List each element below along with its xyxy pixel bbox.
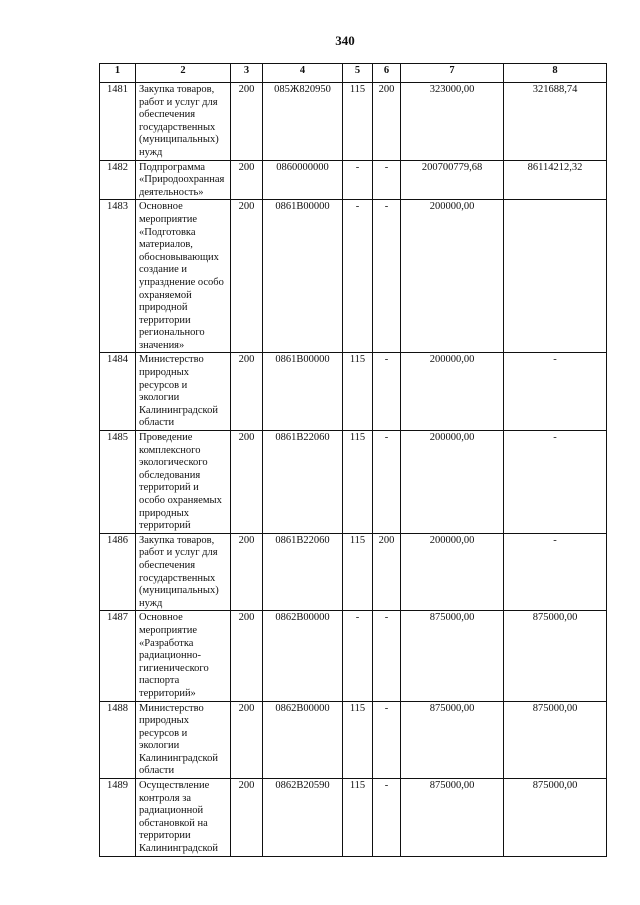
cell-col6: - [373, 701, 401, 779]
cell-col5: 115 [343, 431, 373, 534]
amount-planned: 875000,00 [401, 611, 504, 701]
table-row [100, 83, 607, 161]
cell-col5: 115 [343, 701, 373, 779]
row-number: 1484 [100, 353, 136, 431]
amount-executed: 321688,74 [504, 83, 607, 161]
budget-code: 0861В22060 [263, 431, 343, 534]
budget-code: 0860000000 [263, 160, 343, 200]
amount-planned: 200000,00 [401, 353, 504, 431]
amount-executed: - [504, 533, 607, 611]
column-header: 3 [231, 64, 263, 83]
cell-col3: 200 [231, 83, 263, 161]
cell-col3: 200 [231, 779, 263, 857]
cell-col6: - [373, 431, 401, 534]
table-row [100, 431, 607, 534]
budget-code: 0862В00000 [263, 611, 343, 701]
column-header: 4 [263, 64, 343, 83]
amount-executed: 875000,00 [504, 701, 607, 779]
column-header: 6 [373, 64, 401, 83]
cell-col3: 200 [231, 431, 263, 534]
column-header: 2 [136, 64, 231, 83]
table-row [100, 701, 607, 779]
item-name: Министерство природных ресурсов и экологии Калининградской области [136, 701, 231, 779]
table-row [100, 779, 607, 857]
cell-col5: - [343, 611, 373, 701]
table-row [100, 353, 607, 431]
table-row [100, 160, 607, 200]
cell-col5: 115 [343, 83, 373, 161]
column-header: 5 [343, 64, 373, 83]
row-number: 1489 [100, 779, 136, 857]
budget-code: 085Ж820950 [263, 83, 343, 161]
cell-col6: - [373, 200, 401, 353]
cell-col3: 200 [231, 200, 263, 353]
cell-col6: 200 [373, 83, 401, 161]
amount-executed [504, 200, 607, 353]
amount-executed: - [504, 353, 607, 431]
row-number: 1487 [100, 611, 136, 701]
item-name: Подпрограмма «Природоохранная деятельность» [136, 160, 231, 200]
table-row [100, 611, 607, 701]
cell-col3: 200 [231, 701, 263, 779]
row-number: 1482 [100, 160, 136, 200]
row-number: 1488 [100, 701, 136, 779]
budget-table [99, 63, 607, 857]
amount-executed: - [504, 431, 607, 534]
amount-planned: 200000,00 [401, 431, 504, 534]
budget-code: 0861В00000 [263, 200, 343, 353]
table-row [100, 533, 607, 611]
budget-code: 0862В00000 [263, 701, 343, 779]
cell-col3: 200 [231, 611, 263, 701]
cell-col3: 200 [231, 160, 263, 200]
budget-code: 0862В20590 [263, 779, 343, 857]
header-row [100, 64, 607, 83]
cell-col5: - [343, 200, 373, 353]
amount-planned: 323000,00 [401, 83, 504, 161]
cell-col6: - [373, 611, 401, 701]
cell-col6: - [373, 779, 401, 857]
cell-col5: - [343, 160, 373, 200]
row-number: 1485 [100, 431, 136, 534]
row-number: 1483 [100, 200, 136, 353]
amount-executed: 875000,00 [504, 611, 607, 701]
item-name: Закупка товаров, работ и услуг для обеспечения государственных (муниципальных) нужд [136, 83, 231, 161]
amount-executed: 875000,00 [504, 779, 607, 857]
cell-col6: 200 [373, 533, 401, 611]
item-name: Осуществление контроля за радиационной обстановкой на территории Калининградской [136, 779, 231, 857]
item-name: Основное мероприятие «Разработка радиационно-гигиенического паспорта территорий» [136, 611, 231, 701]
budget-code: 0861В22060 [263, 533, 343, 611]
item-name: Основное мероприятие «Подготовка материалов, обосновывающих создание и упразднение особо охраняемой природной территории регионального значения» [136, 200, 231, 353]
table-row [100, 200, 607, 353]
budget-code: 0861В00000 [263, 353, 343, 431]
amount-planned: 200700779,68 [401, 160, 504, 200]
item-name: Проведение комплексного экологического обследования территорий и особо охраняемых природных территорий [136, 431, 231, 534]
row-number: 1486 [100, 533, 136, 611]
cell-col5: 115 [343, 779, 373, 857]
row-number: 1481 [100, 83, 136, 161]
cell-col5: 115 [343, 353, 373, 431]
page-number: 340 [335, 33, 355, 48]
cell-col5: 115 [343, 533, 373, 611]
column-header: 7 [401, 64, 504, 83]
amount-planned: 200000,00 [401, 200, 504, 353]
cell-col6: - [373, 160, 401, 200]
cell-col3: 200 [231, 533, 263, 611]
cell-col6: - [373, 353, 401, 431]
amount-planned: 875000,00 [401, 701, 504, 779]
column-header: 8 [504, 64, 607, 83]
item-name: Закупка товаров, работ и услуг для обеспечения государственных (муниципальных) нужд [136, 533, 231, 611]
amount-planned: 200000,00 [401, 533, 504, 611]
amount-executed: 86114212,32 [504, 160, 607, 200]
item-name: Министерство природных ресурсов и экологии Калининградской области [136, 353, 231, 431]
column-header: 1 [100, 64, 136, 83]
cell-col3: 200 [231, 353, 263, 431]
amount-planned: 875000,00 [401, 779, 504, 857]
